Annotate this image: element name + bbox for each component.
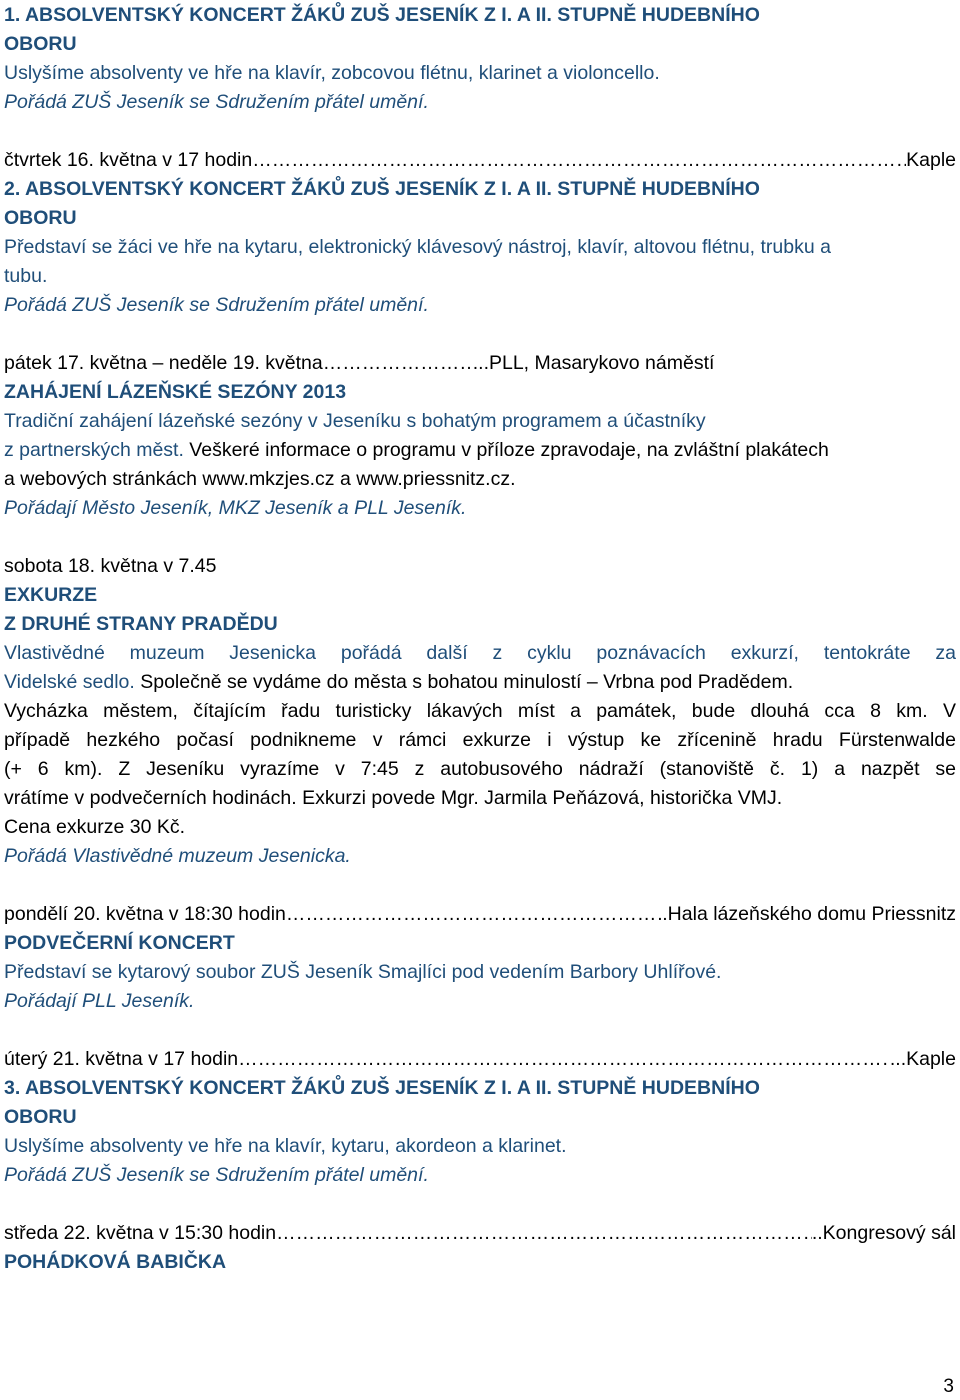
event-venue: Kaple (906, 149, 956, 171)
event-description: Tradiční zahájení lázeňské sezóny v Jeseníku s bohatým programem a účastníky (4, 410, 706, 432)
event-heading: ZAHÁJENÍ LÁZEŇSKÉ SEZÓNY 2013 (4, 381, 347, 403)
dotted-leader (238, 1045, 890, 1074)
event-description: Vycházka městem, čítajícím řadu turisticky lákavých míst a památek, bude dlouhá cca 8 km. V (4, 700, 956, 722)
event-date: úterý 21. května v 17 hodin (4, 1048, 239, 1070)
event-date-line (4, 146, 956, 175)
event-date-line (4, 1219, 956, 1248)
event-heading: EXKURZE (4, 584, 98, 606)
event-heading-continued: OBORU (4, 1106, 77, 1128)
event-description: Vlastivědné muzeum Jesenicka pořádá další z cyklu poznávacích exkurzí, tentokráte za (4, 642, 956, 664)
event-description: Představí se žáci ve hře na kytaru, elektronický klávesový nástroj, klavír, altovou flétnu, trubku a (4, 236, 831, 258)
event-date: čtvrtek 16. května v 17 hodin (4, 149, 253, 171)
event-organizer: Pořádá ZUŠ Jeseník se Sdružením přátel umění. (4, 1164, 429, 1186)
event-heading-continued: OBORU (4, 207, 77, 229)
event-description: tubu. (4, 265, 48, 287)
event-heading: PODVEČERNÍ KONCERT (4, 932, 235, 954)
dotted-leader (323, 349, 473, 378)
event-description (4, 668, 956, 697)
event-description-part: z partnerských měst. (4, 439, 184, 461)
event-organizer: Pořádají Město Jeseník, MKZ Jeseník a PLL Jeseník. (4, 497, 467, 519)
page-number: 3 (943, 1376, 954, 1397)
event-organizer: Pořádá Vlastivědné muzeum Jesenicka. (4, 845, 351, 867)
event-organizer: Pořádá ZUŠ Jeseník se Sdružením přátel umění. (4, 294, 429, 316)
event-description: Uslyšíme absolventy ve hře na klavír, kytaru, akordeon a klarinet. (4, 1135, 567, 1157)
event-date-line (4, 1045, 956, 1074)
event-info-note: a webových stránkách www.mkzjes.cz a www.priessnitz.cz. (4, 468, 516, 490)
event-description: případě hezkého počasí podnikneme v rámci exkurze i výstup ke zřícenině hradu Fürstenwalde (4, 729, 956, 751)
event-date: středa 22. května v 15:30 hodin (4, 1222, 277, 1244)
event-description (4, 436, 956, 465)
event-venue: .Hala lázeňského domu Priessnitz (662, 903, 956, 925)
event-date: sobota 18. května v 7.45 (4, 555, 217, 577)
event-subheading: Z DRUHÉ STRANY PRADĚDU (4, 613, 278, 635)
event-organizer: Pořádá ZUŠ Jeseník se Sdružením přátel umění. (4, 91, 429, 113)
event-venue: ..Kongresový sál (811, 1222, 956, 1244)
event-heading: 3. ABSOLVENTSKÝ KONCERT ŽÁKŮ ZUŠ JESENÍK Z I. A II. STUPNĚ HUDEBNÍHO (4, 1077, 760, 1099)
event-description-part: Videlské sedlo. (4, 671, 135, 693)
event-price: Cena exkurze 30 Kč. (4, 816, 186, 838)
dotted-leader (286, 900, 662, 929)
event-info-note: Veškeré informace o programu v příloze zpravodaje, na zvláštní plakátech (183, 439, 829, 461)
event-date-line (4, 349, 956, 378)
event-date-line (4, 900, 956, 929)
event-description-part: Společně se vydáme do města s bohatou minulostí – Vrbna pod Pradědem. (134, 671, 794, 693)
dotted-leader (252, 146, 906, 175)
event-venue: ...PLL, Masarykovo náměstí (472, 352, 715, 374)
event-description: (+ 6 km). Z Jeseníku vyrazíme v 7:45 z autobusového nádraží (stanoviště č. 1) a nazpět se (4, 758, 956, 780)
event-description: vrátíme v podvečerních hodinách. Exkurzi povede Mgr. Jarmila Peňázová, historička VMJ. (4, 787, 783, 809)
event-date: pondělí 20. května v 18:30 hodin (4, 903, 286, 925)
event-heading-continued: OBORU (4, 33, 77, 55)
event-description: Uslyšíme absolventy ve hře na klavír, zobcovou flétnu, klarinet a violoncello. (4, 62, 660, 84)
event-venue: ...Kaple (889, 1048, 956, 1070)
event-heading: 2. ABSOLVENTSKÝ KONCERT ŽÁKŮ ZUŠ JESENÍK Z I. A II. STUPNĚ HUDEBNÍHO (4, 178, 760, 200)
event-description: Představí se kytarový soubor ZUŠ Jeseník Smajlíci pod vedením Barbory Uhlířové. (4, 961, 722, 983)
dotted-leader (276, 1219, 812, 1248)
event-date: pátek 17. května – neděle 19. května (4, 352, 323, 374)
event-organizer: Pořádají PLL Jeseník. (4, 990, 195, 1012)
event-heading: 1. ABSOLVENTSKÝ KONCERT ŽÁKŮ ZUŠ JESENÍK Z I. A II. STUPNĚ HUDEBNÍHO (4, 4, 760, 26)
event-heading: POHÁDKOVÁ BABIČKA (4, 1251, 227, 1273)
